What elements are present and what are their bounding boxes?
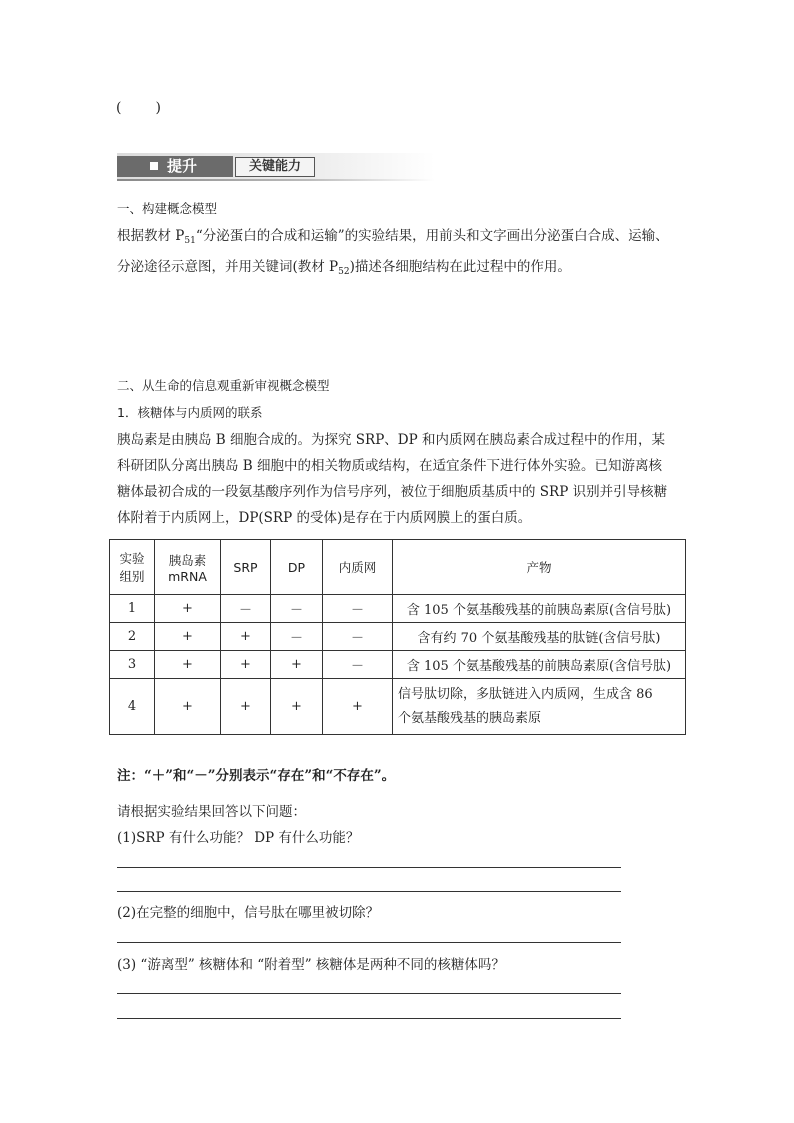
product-line: 信号肽切除，多肽链进入内质网，生成含 86 <box>398 686 653 702</box>
section2-line: 胰岛素是由胰岛 B 细胞合成的。为探究 SRP、DP 和内质网在胰岛素合成过程中的作用，某 <box>117 432 665 448</box>
cell-srp: + <box>221 623 271 651</box>
cell-product: 含 105 个氨基酸残基的前胰岛素原(含信号肽) <box>393 651 686 679</box>
banner-label-tisheng: 提升 <box>167 157 198 175</box>
header-dp: DP <box>271 540 323 595</box>
header-line: mRNA <box>168 568 207 584</box>
cell-mrna: + <box>155 595 221 623</box>
cell-group: 3 <box>110 651 155 679</box>
answer-bracket: ( ) <box>116 100 163 116</box>
answer-line[interactable] <box>117 867 621 868</box>
header-line: 组别 <box>119 569 145 584</box>
cell-mrna: + <box>155 651 221 679</box>
question-1: (1)SRP 有什么功能？ DP 有什么功能？ <box>117 830 360 846</box>
cell-srp: + <box>221 679 271 735</box>
table-note: 注：“＋”和“－”分别表示“存在”和“不存在”。 <box>117 768 396 784</box>
cell-dp: － <box>271 595 323 623</box>
header-er: 内质网 <box>323 540 393 595</box>
question-3: (3) “游离型” 核糖体和 “附着型” 核糖体是两种不同的核糖体吗？ <box>117 957 505 973</box>
product-line: 个氨基酸残基的胰岛素原 <box>398 710 542 726</box>
table-header-row <box>110 540 686 595</box>
subscript: 52 <box>338 267 350 277</box>
section1-paragraph <box>117 223 682 285</box>
answer-line[interactable] <box>117 891 621 892</box>
cell-group: 4 <box>110 679 155 735</box>
subscript: 51 <box>184 236 196 246</box>
section2-line: 科研团队分离出胰岛 B 细胞中的相关物质或结构，在适宜条件下进行体外实验。已知游离核 <box>117 458 663 474</box>
cell-dp: － <box>271 623 323 651</box>
cell-srp: + <box>221 651 271 679</box>
header-mrna <box>155 540 221 595</box>
header-srp: SRP <box>221 540 271 595</box>
section1-line2 <box>117 254 682 285</box>
section1-line1 <box>117 223 682 254</box>
cell-mrna: + <box>155 679 221 735</box>
cell-product: 含有约 70 个氨基酸残基的肽链(含信号肽) <box>393 623 686 651</box>
banner-underline <box>117 179 435 181</box>
text-span: )描述各细胞结构在此过程中的作用。 <box>349 259 571 275</box>
cell-dp: + <box>271 651 323 679</box>
header-line: 胰岛素 <box>168 552 207 568</box>
section2-line: 体附着于内质网上，DP(SRP 的受体)是存在于内质网膜上的蛋白质。 <box>117 510 532 526</box>
cell-srp: － <box>221 595 271 623</box>
question-2: (2)在完整的细胞中，信号肽在哪里被切除？ <box>117 905 380 921</box>
header-group <box>110 540 155 595</box>
section2-paragraph <box>117 427 682 531</box>
answer-line[interactable] <box>117 993 621 994</box>
section-banner <box>117 153 435 181</box>
banner-square-icon <box>150 162 158 170</box>
text-span: “分泌蛋白的合成和运输”的实验结果，用前头和文字画出分泌蛋白合成、运输、 <box>195 228 669 244</box>
banner-label-key-ability: 关键能力 <box>235 157 315 177</box>
table-row <box>110 651 686 679</box>
section2-subheading: 1．核糖体与内质网的联系 <box>117 405 263 420</box>
header-product: 产物 <box>393 540 686 595</box>
cell-mrna: + <box>155 623 221 651</box>
answer-line[interactable] <box>117 1018 621 1019</box>
cell-dp: + <box>271 679 323 735</box>
table-row <box>110 595 686 623</box>
header-line: 实验 <box>119 551 145 566</box>
cell-er: － <box>323 651 393 679</box>
cell-product <box>393 679 686 735</box>
experiment-table <box>109 539 686 735</box>
table-row <box>110 679 686 735</box>
answer-line[interactable] <box>117 942 621 943</box>
cell-product: 含 105 个氨基酸残基的前胰岛素原(含信号肽) <box>393 595 686 623</box>
cell-group: 2 <box>110 623 155 651</box>
questions-intro: 请根据实验结果回答以下问题： <box>117 804 306 820</box>
table-row <box>110 623 686 651</box>
section2-line: 糖体最初合成的一段氨基酸序列作为信号序列，被位于细胞质基质中的 SRP 识别并引导核糖 <box>117 484 668 500</box>
text-span: 根据教材 P <box>117 228 185 244</box>
section1-heading: 一、构建概念模型 <box>117 201 218 216</box>
text-span: 分泌途径示意图，并用关键词(教材 P <box>117 259 339 275</box>
cell-er: + <box>323 679 393 735</box>
cell-er: － <box>323 595 393 623</box>
cell-er: － <box>323 623 393 651</box>
cell-group: 1 <box>110 595 155 623</box>
section2-heading: 二、从生命的信息观重新审视概念模型 <box>117 378 330 393</box>
